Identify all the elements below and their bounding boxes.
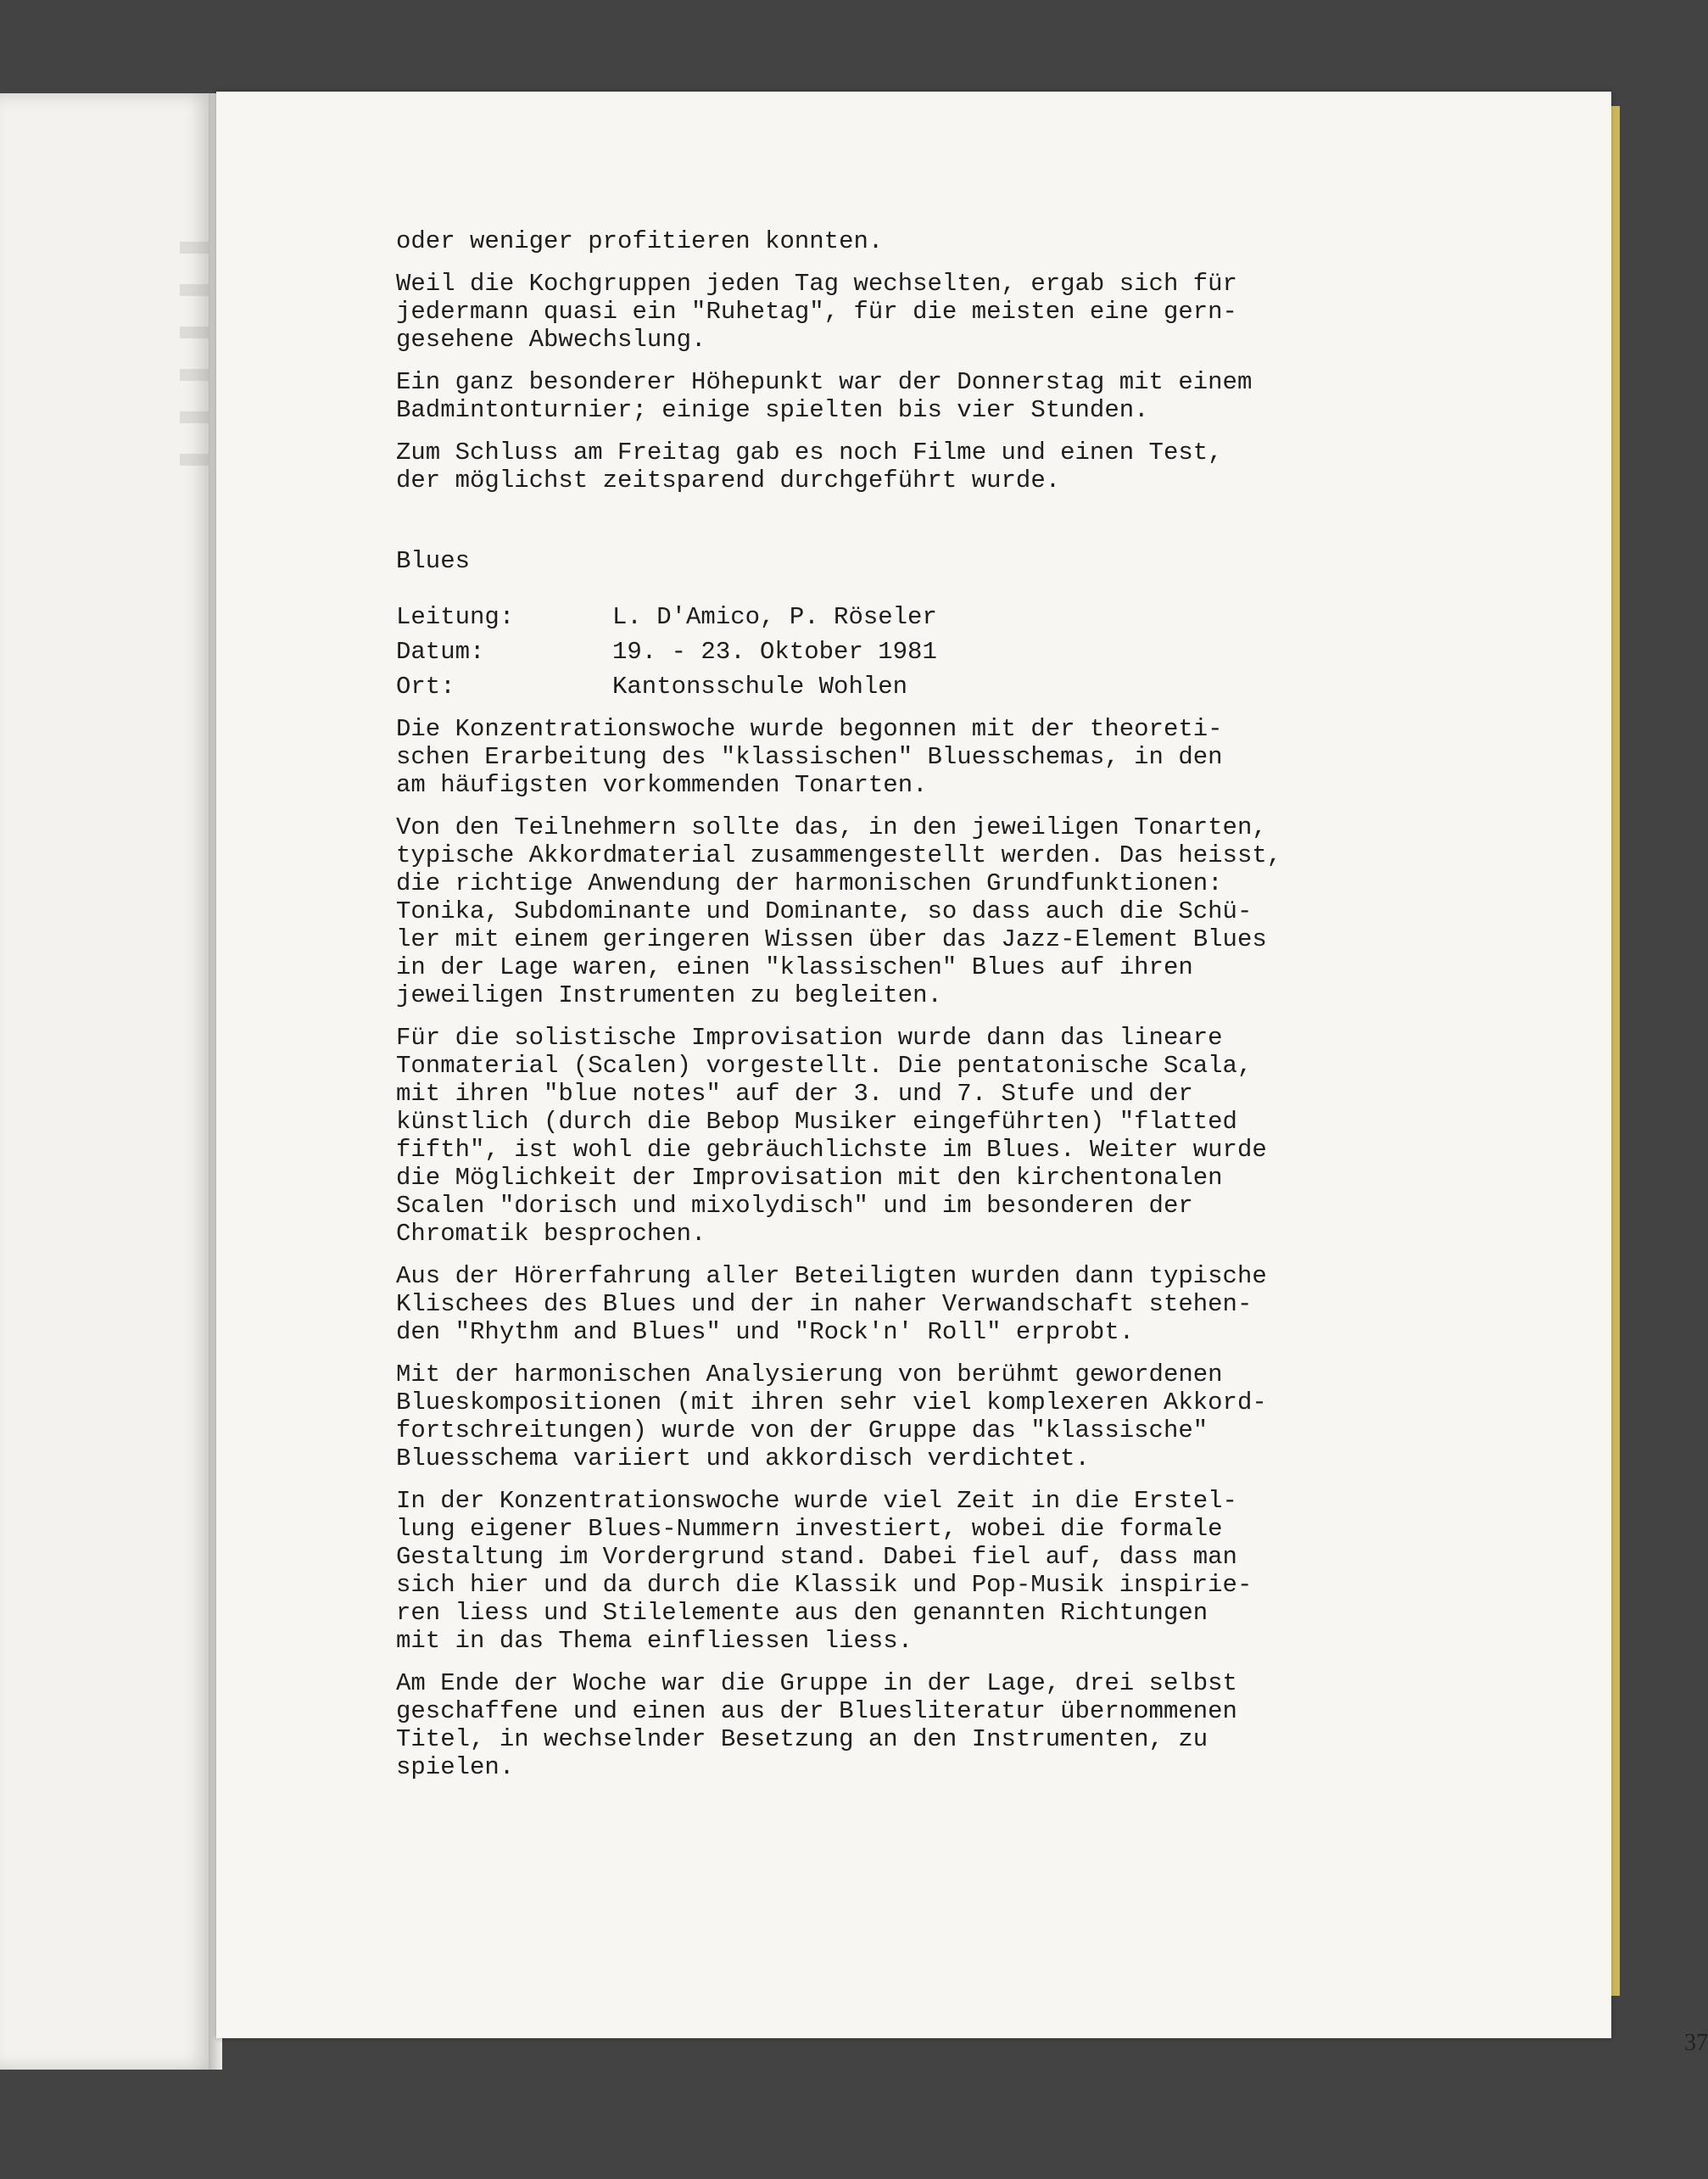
section-title: Blues — [396, 547, 471, 575]
meta-ort — [396, 673, 1626, 701]
meta-value: L. D'Amico, P. Röseler — [612, 603, 937, 631]
document-page — [216, 92, 1708, 2056]
intro-paragraph: Weil die Kochgruppen jeden Tag wechselten, ergab sich für jedermann quasi ein "Ruhetag", für die meisten eine gern- gesehene Abwechslung. — [396, 270, 1237, 354]
body-paragraph: Aus der Hörerfahrung aller Beteiligten wurden dann typische Klischees des Blues und der in naher Verwandschaft stehen- den "Rhythm and Blues" und "Rock'n' Roll" erprobt. — [396, 1262, 1267, 1346]
meta-leitung — [396, 603, 1626, 631]
intro-paragraph: oder weniger profitieren konnten. — [396, 227, 884, 255]
meta-datum — [396, 638, 1626, 666]
left-page-edge — [0, 93, 214, 2070]
intro-paragraph: Zum Schluss am Freitag gab es noch Filme und einen Test, der möglichst zeitsparend durchgeführt wurde. — [396, 439, 1223, 494]
body-paragraph: In der Konzentrationswoche wurde viel Zeit in die Erstel- lung eigener Blues-Nummern investiert, wobei die formale Gestaltung im Vordergrund stand. Dabei fiel auf, dass man sich hier und da durch die Klassik und Pop-Musik inspirie- ren liess und Stilelemente aus den genannten Richtungen mit in das Thema einfliessen liess. — [396, 1487, 1253, 1655]
body-paragraph: Am Ende der Woche war die Gruppe in der Lage, drei selbst geschaffene und einen aus der Bluesliteratur übernommenen Titel, in wechselnder Besetzung an den Instrumenten, zu spielen. — [396, 1669, 1237, 1781]
meta-label: Ort: — [396, 673, 455, 701]
course-meta — [396, 603, 1626, 701]
body-paragraph: Die Konzentrationswoche wurde begonnen mit der theoreti- schen Erarbeitung des "klassischen" Bluesschemas, in den am häufigsten vorkommenden Tonarten. — [396, 715, 1223, 799]
meta-value: 19. - 23. Oktober 1981 — [612, 638, 937, 666]
meta-value: Kantonsschule Wohlen — [612, 673, 908, 701]
meta-label: Datum: — [396, 638, 485, 666]
body-paragraph: Für die solistische Improvisation wurde dann das lineare Tonmaterial (Scalen) vorgestellt. Die pentatonische Scala, mit ihren "blue notes" auf der 3. und 7. Stufe und der künstlich (durch die Bebop Musiker eingeführten) "flatted fifth", ist wohl die gebräuchlichste im Blues. Weiter wurde die Möglichkeit der Improvisation mit den kirchentonalen Scalen "dorisch und mixolydisch" und im besonderen der Chromatik besprochen. — [396, 1024, 1267, 1248]
page-number: 37 — [1684, 2030, 1708, 2056]
body-paragraph: Mit der harmonischen Analysierung von berühmt gewordenen Blueskompositionen (mit ihren sehr viel komplexeren Akkord- fortschreitungen) wurde von der Gruppe das "klassische" Bluesschema variiert und akkordisch verdichtet. — [396, 1360, 1267, 1472]
body-paragraph: Von den Teilnehmern sollte das, in den jeweiligen Tonarten, typische Akkordmaterial zusammengestellt werden. Das heisst, die richtige Anwendung der harmonischen Grundfunktionen: Tonika, Subdominante und Dominante, so dass auch die Schü- ler mit einem geringeren Wissen über das Jazz-Element Blues in der Lage waren, einen "klassischen" Blues auf ihren jeweiligen Instrumenten zu begleiten. — [396, 813, 1282, 1009]
meta-label: Leitung: — [396, 603, 515, 631]
intro-paragraph: Ein ganz besonderer Höhepunkt war der Donnerstag mit einem Badmintonturnier; einige spielten bis vier Stunden. — [396, 368, 1253, 424]
page-content — [396, 227, 1626, 1796]
